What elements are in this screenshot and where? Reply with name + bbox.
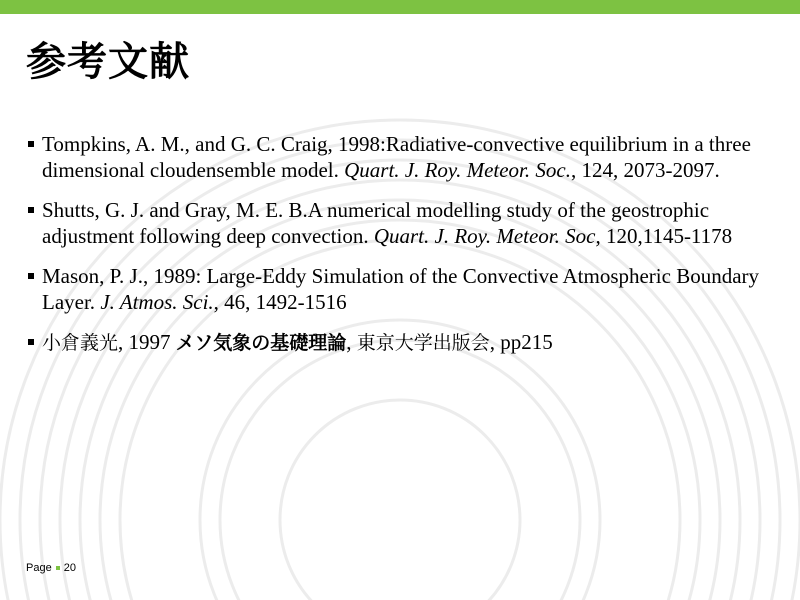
- reference-authors: Shutts, G. J. and Gray, M. E. B.A numerical modelling study of the geostrophic adjustment following deep convection.: [42, 198, 710, 248]
- reference-publisher-jp: 東京大学出版会: [356, 332, 490, 354]
- page-number: 20: [63, 562, 76, 574]
- reference-separator: ,: [346, 330, 357, 354]
- bullet-icon: [28, 273, 34, 279]
- page-footer: [26, 562, 76, 574]
- reference-item: [26, 197, 766, 249]
- reference-details: 120,1145-1178: [600, 224, 733, 248]
- reference-authors: Mason, P. J., 1989: Large-Eddy Simulation of the Convective Atmospheric Boundary Layer.: [42, 264, 760, 314]
- slide-title: 参考文献: [26, 39, 190, 85]
- reference-year: , 1997: [118, 330, 176, 354]
- reference-journal: Quart. J. Roy. Meteor. Soc,: [373, 224, 601, 248]
- reference-details: , 46, 1492-1516: [213, 290, 347, 314]
- reference-list: [26, 131, 766, 370]
- reference-book-title-jp: メソ気象の基礎理論: [175, 332, 347, 354]
- reference-item: [26, 131, 766, 183]
- reference-author-jp: 小倉義光: [42, 332, 119, 354]
- bullet-icon: [28, 141, 34, 147]
- reference-pages: , pp215: [489, 330, 553, 354]
- reference-journal: Quart. J. Roy. Meteor. Soc.: [344, 158, 571, 182]
- separator-square-icon: [56, 566, 60, 570]
- bullet-icon: [28, 339, 34, 345]
- reference-journal: J. Atmos. Sci.: [100, 290, 214, 314]
- bullet-icon: [28, 207, 34, 213]
- reference-authors: Tompkins, A. M., and G. C. Craig, 1998:Radiative-convective equilibrium in a three dimensional cloudensemble model.: [42, 132, 751, 182]
- reference-item: [26, 263, 766, 315]
- page-label: Page: [26, 562, 52, 574]
- reference-details: , 124, 2073-2097.: [570, 158, 720, 182]
- reference-item: [26, 329, 766, 356]
